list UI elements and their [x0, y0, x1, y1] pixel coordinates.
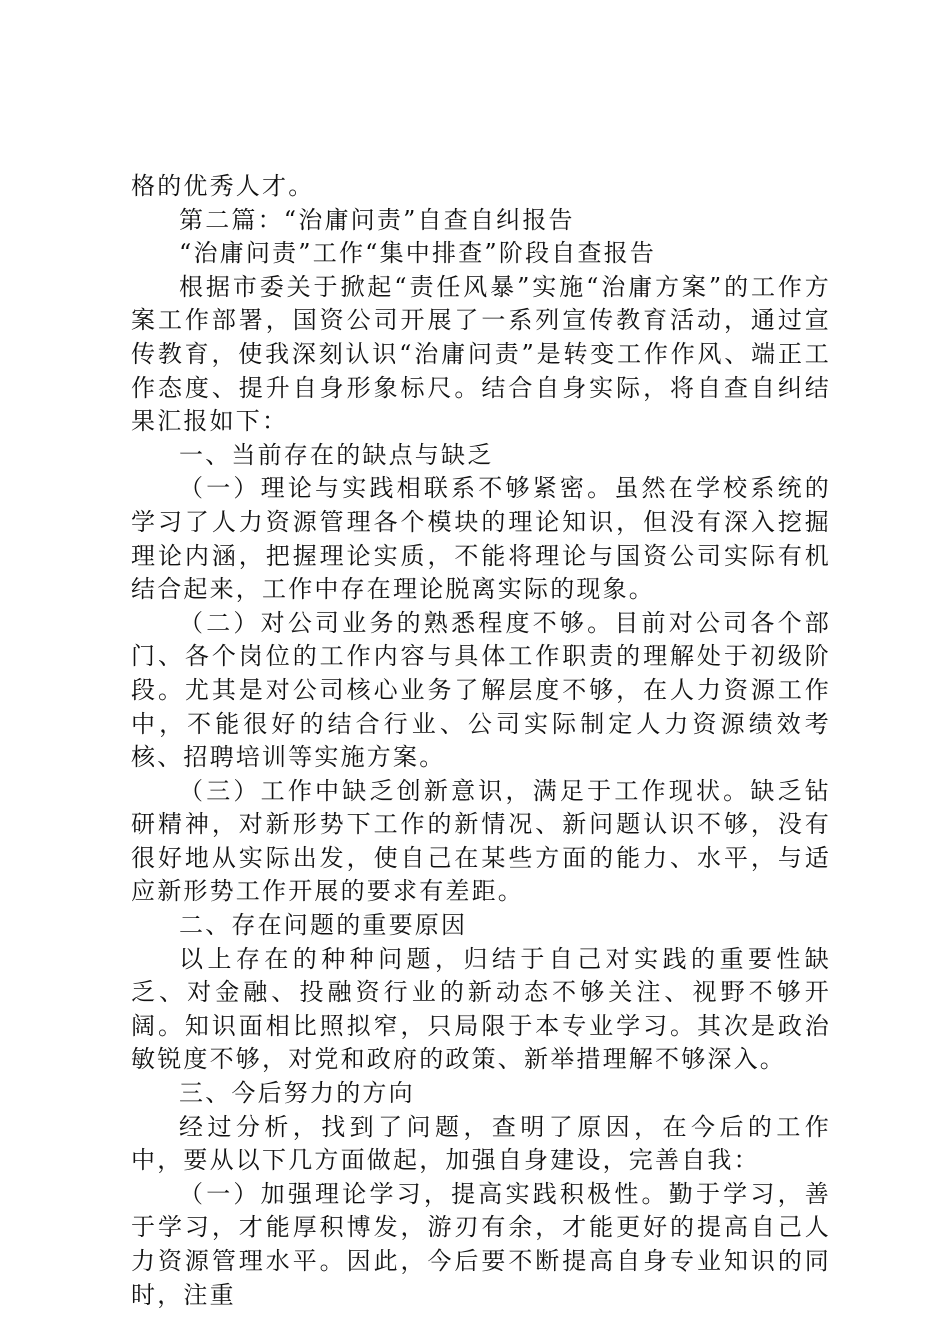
heading-shortcomings: 一、当前存在的缺点与缺乏 [179, 440, 494, 469]
paragraph-direction-item-1: （一）加强理论学习，提高实践积极性。勤于学习，善于学习，才能厚积博发，游刃有余，才能更好的提高自己人力资源管理水平。因此，今后要不断提高自身专业知识的同时，注重 [131, 1179, 831, 1309]
document-body [131, 170, 831, 1312]
heading-direction: 三、今后努力的方向 [179, 1079, 415, 1108]
paragraph-item-1: （一）理论与实践相联系不够紧密。虽然在学校系统的学习了人力资源管理各个模块的理论知识，但没有深入挖掘理论内涵，把握理论实质，不能将理论与国资公司实际有机结合起来，工作中存在理论脱离实际的现象。 [131, 474, 831, 604]
section-title: 第二篇：“治庸问责”自查自纠报告 [179, 205, 575, 234]
paragraph-direction: 经过分析，找到了问题，查明了原因，在今后的工作中，要从以下几方面做起，加强自身建设，完善自我： [131, 1112, 831, 1175]
paragraph-continuation: 格的优秀人才。 [131, 172, 315, 200]
paragraph-item-2: （二）对公司业务的熟悉程度不够。目前对公司各个部门、各个岗位的工作内容与具体工作职责的理解处于初级阶段。尤其是对公司核心业务了解层度不够，在人力资源工作中，不能很好的结合行业、公司实际制定人力资源绩效考核、招聘培训等实施方案。 [131, 608, 831, 772]
paragraph-item-3: （三）工作中缺乏创新意识，满足于工作现状。缺乏钻研精神，对新形势下工作的新情况、新问题认识不够，没有很好地从实际出发，使自己在某些方面的能力、水平，与适应新形势工作开展的要求有差距。 [131, 776, 831, 906]
paragraph-causes: 以上存在的种种问题，归结于自己对实践的重要性缺乏、对金融、投融资行业的新动态不够关注、视野不够开阔。知识面相比照拟窄，只局限于本专业学习。其次是政治敏锐度不够，对党和政府的政策、新举措理解不够深入。 [131, 944, 831, 1074]
heading-causes: 二、存在问题的重要原因 [179, 911, 468, 940]
report-title: “治庸问责”工作“集中排查”阶段自查报告 [179, 239, 657, 268]
paragraph-intro: 根据市委关于掀起“责任风暴”实施“治庸方案”的工作方案工作部署，国资公司开展了一系列宣传教育活动，通过宣传教育，使我深刻认识“治庸问责”是转变工作作风、端正工作态度、提升自身形象标尺。结合自身实际，将自查自纠结果汇报如下： [131, 272, 831, 436]
